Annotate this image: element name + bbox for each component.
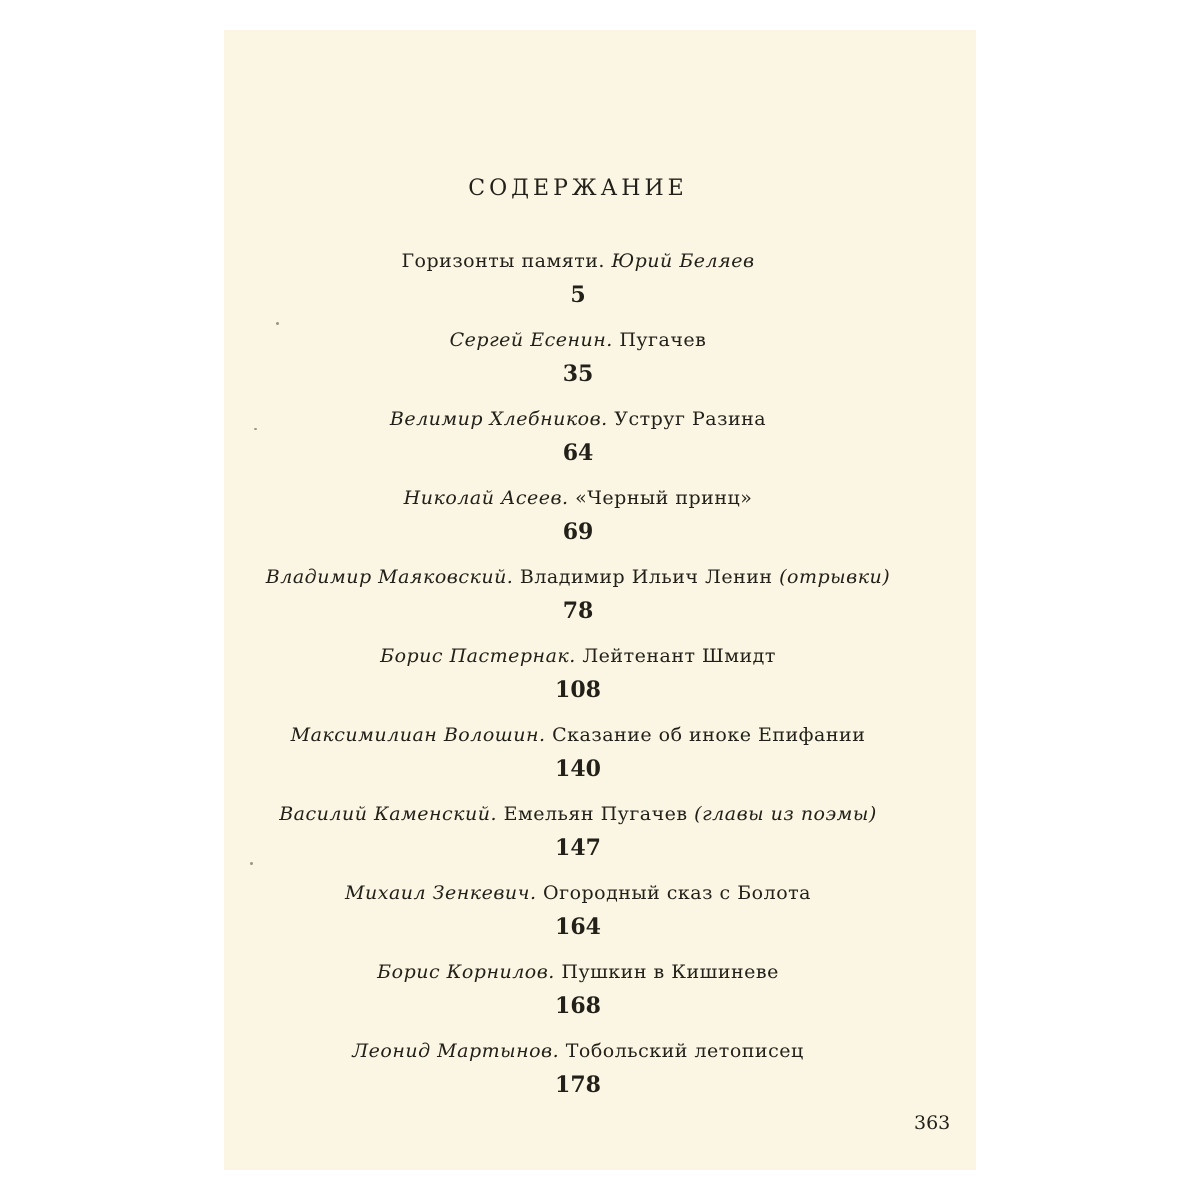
- entry-author: Владимир Маяковский.: [265, 566, 520, 588]
- entry-line: [224, 1034, 932, 1068]
- entry-page-number: 64: [562, 440, 594, 466]
- contents-entry: [224, 876, 932, 955]
- entry-work: Владимир Ильич Ленин: [519, 566, 780, 588]
- entry-work: Горизонты памяти.: [401, 250, 612, 272]
- entry-work: «Черный принц»: [575, 487, 753, 509]
- entry-line: [224, 481, 932, 515]
- entry-line: [224, 797, 932, 831]
- entry-line: [224, 323, 932, 357]
- contents-entry: [224, 955, 932, 1034]
- page-title: СОДЕРЖАНИЕ: [468, 176, 688, 201]
- entry-page-number: 164: [555, 914, 601, 940]
- entry-page-number: 178: [555, 1072, 601, 1098]
- contents-entry: [224, 402, 932, 481]
- entry-author: Сергей Есенин.: [449, 329, 620, 351]
- entry-work: Огородный сказ с Болота: [543, 882, 811, 904]
- entry-author: Михаил Зенкевич.: [345, 882, 544, 904]
- contents-entry: [224, 481, 932, 560]
- entry-work: Уструг Разина: [614, 408, 767, 430]
- entry-work: Тобольский летописец: [565, 1040, 804, 1062]
- entry-work: Емельян Пугачев: [503, 803, 695, 825]
- entry-line: [224, 560, 932, 594]
- contents-entry: [224, 560, 932, 639]
- entry-line: [224, 402, 932, 436]
- contents-list: [224, 244, 932, 1113]
- entry-page-number: 147: [555, 835, 601, 861]
- entry-page-number: 69: [562, 519, 594, 545]
- contents-entry: [224, 797, 932, 876]
- entry-author: Леонид Мартынов.: [352, 1040, 566, 1062]
- entry-page-number: 140: [555, 756, 601, 782]
- entry-line: [224, 955, 932, 989]
- book-page: [224, 30, 976, 1170]
- entry-work: Сказание об иноке Епифании: [552, 724, 866, 746]
- entry-page-number: 108: [555, 677, 601, 703]
- page-folio-number: 363: [914, 1112, 951, 1134]
- entry-author: Николай Асеев.: [403, 487, 576, 509]
- entry-line: [224, 876, 932, 910]
- entry-author: Юрий Беляев: [611, 250, 755, 272]
- entry-page-number: 78: [562, 598, 594, 624]
- entry-page-number: 168: [555, 993, 601, 1019]
- contents-entry: [224, 1034, 932, 1113]
- entry-line: [224, 639, 932, 673]
- entry-note: (отрывки): [779, 566, 891, 588]
- entry-page-number: 35: [562, 361, 594, 387]
- entry-note: (главы из поэмы): [694, 803, 877, 825]
- contents-entry: [224, 718, 932, 797]
- entry-author: Борис Пастернак.: [380, 645, 583, 667]
- entry-line: [224, 718, 932, 752]
- entry-author: Максимилиан Волошин.: [290, 724, 553, 746]
- contents-entry: [224, 244, 932, 323]
- entry-work: Пугачев: [619, 329, 707, 351]
- contents-entry: [224, 323, 932, 402]
- entry-page-number: 5: [570, 282, 586, 308]
- contents-entry: [224, 639, 932, 718]
- entry-work: Пушкин в Кишиневе: [561, 961, 779, 983]
- entry-work: Лейтенант Шмидт: [582, 645, 776, 667]
- entry-author: Борис Корнилов.: [377, 961, 562, 983]
- entry-author: Василий Каменский.: [279, 803, 504, 825]
- entry-line: [224, 244, 932, 278]
- entry-author: Велимир Хлебников.: [389, 408, 615, 430]
